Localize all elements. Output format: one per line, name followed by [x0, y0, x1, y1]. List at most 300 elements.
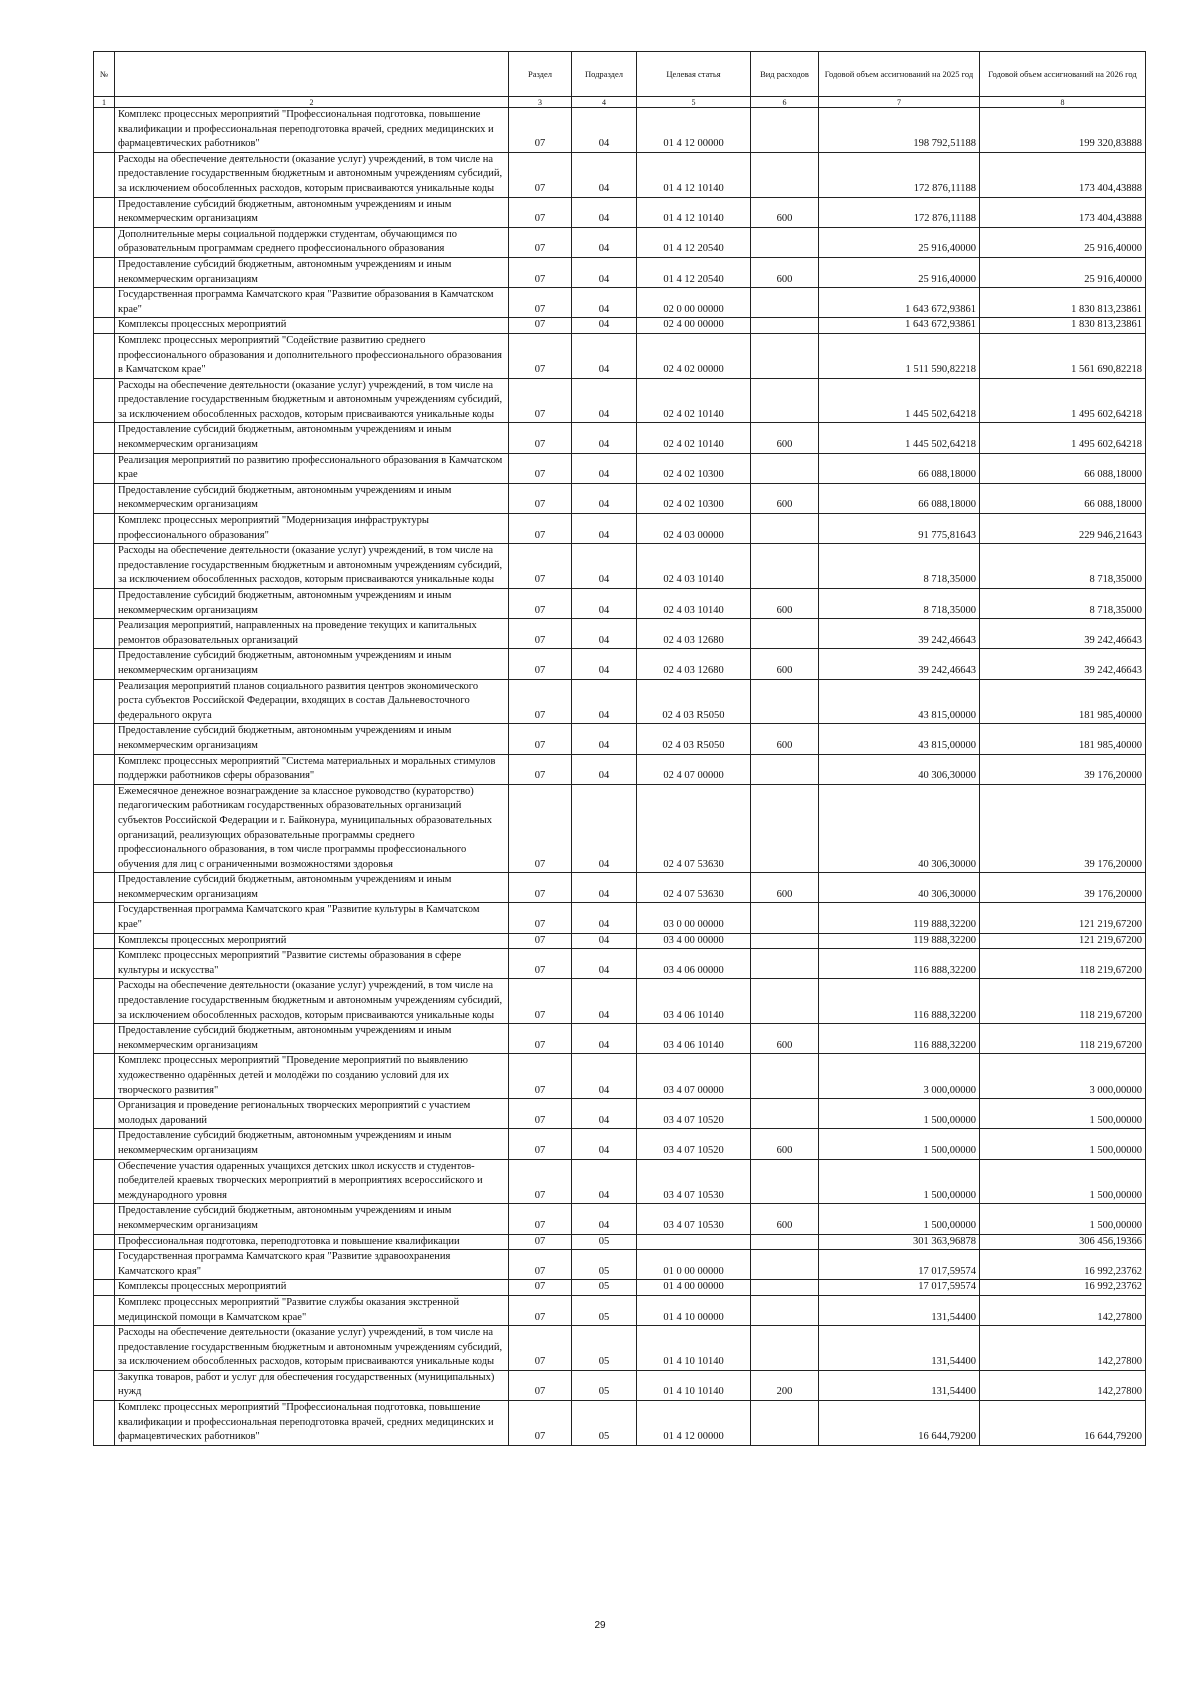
target-code: 03 4 06 10140	[637, 979, 751, 1024]
amount-2025: 40 306,30000	[819, 754, 980, 784]
amount-2026: 16 992,23762	[980, 1250, 1146, 1280]
amount-2025: 131,54400	[819, 1295, 980, 1325]
amount-2026: 66 088,18000	[980, 453, 1146, 483]
amount-2026: 16 992,23762	[980, 1280, 1146, 1296]
target-code: 02 4 02 10140	[637, 423, 751, 453]
item-name: Комплексы процессных мероприятий	[115, 1280, 509, 1296]
subsection-code: 04	[572, 108, 637, 153]
amount-2026: 39 176,20000	[980, 754, 1146, 784]
amount-2025: 131,54400	[819, 1326, 980, 1371]
section-code: 07	[509, 152, 572, 197]
table-row	[94, 227, 1146, 257]
subsection-code: 04	[572, 873, 637, 903]
amount-2026: 1 561 690,82218	[980, 333, 1146, 378]
expense-type-code: 600	[751, 724, 819, 754]
expense-type-code	[751, 288, 819, 318]
table-row	[94, 619, 1146, 649]
table-row	[94, 544, 1146, 589]
row-index	[94, 108, 115, 153]
amount-2026: 142,27800	[980, 1370, 1146, 1400]
budget-body	[94, 108, 1146, 1446]
expense-type-code	[751, 1326, 819, 1371]
expense-type-code	[751, 108, 819, 153]
table-row	[94, 378, 1146, 423]
item-name: Предоставление субсидий бюджетным, автономным учреждениям и иным некоммерческим организациям	[115, 589, 509, 619]
expense-type-code	[751, 949, 819, 979]
expense-type-code	[751, 1295, 819, 1325]
amount-2026: 25 916,40000	[980, 257, 1146, 287]
row-index	[94, 1054, 115, 1099]
subsection-code: 04	[572, 933, 637, 949]
row-index	[94, 724, 115, 754]
subsection-code: 04	[572, 1129, 637, 1159]
section-code: 07	[509, 1159, 572, 1204]
item-name: Комплексы процессных мероприятий	[115, 318, 509, 334]
item-name: Обеспечение участия одаренных учащихся детских школ искусств и студентов-победителей краевых творческих мероприятий в мероприятиях всероссийского и международного уровня	[115, 1159, 509, 1204]
target-code: 01 4 10 10140	[637, 1370, 751, 1400]
target-code: 01 4 12 20540	[637, 257, 751, 287]
section-code: 07	[509, 453, 572, 483]
column-number: 1	[94, 97, 115, 108]
row-index	[94, 754, 115, 784]
target-code: 02 4 02 10140	[637, 378, 751, 423]
table-row	[94, 1159, 1146, 1204]
target-code: 01 4 12 00000	[637, 1401, 751, 1446]
item-name: Расходы на обеспечение деятельности (оказание услуг) учреждений, в том числе на предоставление государственным бюджетным и автономным учреждениям субсидий, за исключением обособленных расходов, которым присваиваются уникальные коды	[115, 1326, 509, 1371]
table-row	[94, 679, 1146, 724]
target-code	[637, 1234, 751, 1250]
header-year-2026: Годовой объем ассигнований на 2026 год	[980, 52, 1146, 97]
subsection-code: 05	[572, 1401, 637, 1446]
table-row	[94, 1370, 1146, 1400]
target-code: 03 0 00 00000	[637, 903, 751, 933]
target-code: 02 4 03 12680	[637, 649, 751, 679]
expense-type-code	[751, 754, 819, 784]
amount-2026: 16 644,79200	[980, 1401, 1146, 1446]
row-index	[94, 197, 115, 227]
section-code: 07	[509, 873, 572, 903]
target-code: 03 4 00 00000	[637, 933, 751, 949]
item-name: Комплекс процессных мероприятий "Профессиональная подготовка, повышение квалификации и профессиональная переподготовка врачей, средних медицинских и фармацевтических работников"	[115, 108, 509, 153]
table-row	[94, 589, 1146, 619]
section-code: 07	[509, 197, 572, 227]
row-index	[94, 649, 115, 679]
amount-2026: 3 000,00000	[980, 1054, 1146, 1099]
table-row	[94, 873, 1146, 903]
amount-2026: 118 219,67200	[980, 979, 1146, 1024]
section-code: 07	[509, 1099, 572, 1129]
item-name: Организация и проведение региональных творческих мероприятий с участием молодых дарований	[115, 1099, 509, 1129]
subsection-code: 04	[572, 619, 637, 649]
amount-2025: 1 500,00000	[819, 1159, 980, 1204]
column-number: 7	[819, 97, 980, 108]
expense-type-code: 600	[751, 257, 819, 287]
section-code: 07	[509, 227, 572, 257]
subsection-code: 04	[572, 589, 637, 619]
subsection-code: 05	[572, 1326, 637, 1371]
budget-sheet	[93, 51, 1145, 1446]
subsection-code: 04	[572, 333, 637, 378]
amount-2025: 91 775,81643	[819, 514, 980, 544]
item-name: Комплекс процессных мероприятий "Модернизация инфраструктуры профессионального образования"	[115, 514, 509, 544]
amount-2025: 116 888,32200	[819, 1024, 980, 1054]
amount-2026: 173 404,43888	[980, 197, 1146, 227]
section-code: 07	[509, 423, 572, 453]
subsection-code: 05	[572, 1250, 637, 1280]
amount-2025: 119 888,32200	[819, 903, 980, 933]
subsection-code: 05	[572, 1280, 637, 1296]
target-code: 01 4 00 00000	[637, 1280, 751, 1296]
row-index	[94, 1401, 115, 1446]
budget-table	[93, 51, 1146, 1446]
expense-type-code: 600	[751, 483, 819, 513]
item-name: Комплекс процессных мероприятий "Проведение мероприятий по выявлению художественно одарённых детей и молодёжи по созданию условий для их творческого развития"	[115, 1054, 509, 1099]
row-index	[94, 423, 115, 453]
row-index	[94, 1280, 115, 1296]
target-code: 02 4 03 10140	[637, 589, 751, 619]
column-number: 2	[115, 97, 509, 108]
subsection-code: 04	[572, 649, 637, 679]
amount-2026: 66 088,18000	[980, 483, 1146, 513]
target-code: 02 4 02 10300	[637, 483, 751, 513]
amount-2026: 199 320,83888	[980, 108, 1146, 153]
amount-2025: 198 792,51188	[819, 108, 980, 153]
row-index	[94, 483, 115, 513]
amount-2026: 142,27800	[980, 1295, 1146, 1325]
item-name: Предоставление субсидий бюджетным, автономным учреждениям и иным некоммерческим организациям	[115, 1024, 509, 1054]
section-code: 07	[509, 754, 572, 784]
section-code: 07	[509, 108, 572, 153]
expense-type-code	[751, 784, 819, 873]
table-row	[94, 724, 1146, 754]
amount-2026: 1 500,00000	[980, 1129, 1146, 1159]
subsection-code: 04	[572, 1204, 637, 1234]
amount-2025: 17 017,59574	[819, 1280, 980, 1296]
target-code: 01 4 12 00000	[637, 108, 751, 153]
amount-2026: 142,27800	[980, 1326, 1146, 1371]
section-code: 07	[509, 378, 572, 423]
amount-2025: 1 511 590,82218	[819, 333, 980, 378]
amount-2025: 131,54400	[819, 1370, 980, 1400]
item-name: Расходы на обеспечение деятельности (оказание услуг) учреждений, в том числе на предоставление государственным бюджетным и автономным учреждениям субсидий, за исключением обособленных расходов, которым присваиваются уникальные коды	[115, 378, 509, 423]
amount-2025: 1 500,00000	[819, 1204, 980, 1234]
target-code: 02 4 03 12680	[637, 619, 751, 649]
row-index	[94, 589, 115, 619]
item-name: Реализация мероприятий планов социального развития центров экономического роста субъектов Российской Федерации, входящих в состав Дальневосточного федерального округа	[115, 679, 509, 724]
section-code: 07	[509, 724, 572, 754]
table-row	[94, 288, 1146, 318]
section-code: 07	[509, 903, 572, 933]
row-index	[94, 619, 115, 649]
item-name: Предоставление субсидий бюджетным, автономным учреждениям и иным некоммерческим организациям	[115, 873, 509, 903]
amount-2026: 118 219,67200	[980, 1024, 1146, 1054]
expense-type-code: 600	[751, 649, 819, 679]
expense-type-code	[751, 933, 819, 949]
target-code: 01 4 12 10140	[637, 197, 751, 227]
amount-2026: 118 219,67200	[980, 949, 1146, 979]
row-index	[94, 257, 115, 287]
row-index	[94, 1295, 115, 1325]
amount-2025: 301 363,96878	[819, 1234, 980, 1250]
subsection-code: 04	[572, 514, 637, 544]
amount-2026: 181 985,40000	[980, 679, 1146, 724]
section-code: 07	[509, 1370, 572, 1400]
row-index	[94, 784, 115, 873]
section-code: 07	[509, 318, 572, 334]
table-row	[94, 1054, 1146, 1099]
subsection-code: 04	[572, 724, 637, 754]
page-number: 29	[594, 1620, 606, 1631]
expense-type-code	[751, 1099, 819, 1129]
expense-type-code: 600	[751, 423, 819, 453]
subsection-code: 04	[572, 483, 637, 513]
row-index	[94, 1024, 115, 1054]
amount-2025: 172 876,11188	[819, 152, 980, 197]
table-row	[94, 197, 1146, 227]
target-code: 03 4 07 10530	[637, 1159, 751, 1204]
row-index	[94, 1099, 115, 1129]
amount-2025: 40 306,30000	[819, 873, 980, 903]
item-name: Комплексы процессных мероприятий	[115, 933, 509, 949]
target-code: 01 4 12 10140	[637, 152, 751, 197]
row-index	[94, 378, 115, 423]
subsection-code: 05	[572, 1295, 637, 1325]
subsection-code: 04	[572, 903, 637, 933]
target-code: 02 4 07 53630	[637, 873, 751, 903]
item-name: Ежемесячное денежное вознаграждение за классное руководство (кураторство) педагогическим работникам государственных образовательных организаций субъектов Российской Федерации и г. Байконура, муниципальных образовательных организаций, реализующих образовательные программы среднего профессионального образования, в том числе программы профессионального обучения для лиц с ограниченными возможностями здоровья	[115, 784, 509, 873]
item-name: Предоставление субсидий бюджетным, автономным учреждениям и иным некоммерческим организациям	[115, 724, 509, 754]
subsection-code: 05	[572, 1234, 637, 1250]
subsection-code: 04	[572, 197, 637, 227]
target-code: 03 4 06 10140	[637, 1024, 751, 1054]
row-index	[94, 514, 115, 544]
section-code: 07	[509, 679, 572, 724]
column-number-row	[94, 97, 1146, 108]
section-code: 07	[509, 784, 572, 873]
amount-2026: 1 500,00000	[980, 1159, 1146, 1204]
row-index	[94, 227, 115, 257]
subsection-code: 04	[572, 979, 637, 1024]
subsection-code: 04	[572, 784, 637, 873]
amount-2026: 8 718,35000	[980, 544, 1146, 589]
section-code: 07	[509, 1204, 572, 1234]
amount-2025: 1 500,00000	[819, 1099, 980, 1129]
expense-type-code	[751, 619, 819, 649]
item-name: Предоставление субсидий бюджетным, автономным учреждениям и иным некоммерческим организациям	[115, 483, 509, 513]
target-code: 02 0 00 00000	[637, 288, 751, 318]
table-row	[94, 754, 1146, 784]
item-name: Предоставление субсидий бюджетным, автономным учреждениям и иным некоммерческим организациям	[115, 1129, 509, 1159]
subsection-code: 04	[572, 679, 637, 724]
header-target: Целевая статья	[637, 52, 751, 97]
expense-type-code: 600	[751, 1129, 819, 1159]
row-index	[94, 679, 115, 724]
section-code: 07	[509, 1234, 572, 1250]
item-name: Предоставление субсидий бюджетным, автономным учреждениям и иным некоммерческим организациям	[115, 197, 509, 227]
subsection-code: 04	[572, 1024, 637, 1054]
target-code: 03 4 07 00000	[637, 1054, 751, 1099]
row-index	[94, 1326, 115, 1371]
item-name: Реализация мероприятий, направленных на проведение текущих и капитальных ремонтов образовательных организаций	[115, 619, 509, 649]
amount-2025: 8 718,35000	[819, 544, 980, 589]
table-row	[94, 108, 1146, 153]
row-index	[94, 1234, 115, 1250]
expense-type-code: 600	[751, 589, 819, 619]
amount-2026: 1 830 813,23861	[980, 318, 1146, 334]
table-row	[94, 1401, 1146, 1446]
target-code: 02 4 07 53630	[637, 784, 751, 873]
subsection-code: 04	[572, 257, 637, 287]
item-name: Расходы на обеспечение деятельности (оказание услуг) учреждений, в том числе на предоставление государственным бюджетным и автономным учреждениям субсидий, за исключением обособленных расходов, которым присваиваются уникальные коды	[115, 544, 509, 589]
expense-type-code: 600	[751, 197, 819, 227]
expense-type-code	[751, 227, 819, 257]
item-name: Профессиональная подготовка, переподготовка и повышение квалификации	[115, 1234, 509, 1250]
target-code: 03 4 06 00000	[637, 949, 751, 979]
item-name: Расходы на обеспечение деятельности (оказание услуг) учреждений, в том числе на предоставление государственным бюджетным и автономным учреждениям субсидий, за исключением обособленных расходов, которым присваиваются уникальные коды	[115, 979, 509, 1024]
item-name: Предоставление субсидий бюджетным, автономным учреждениям и иным некоммерческим организациям	[115, 649, 509, 679]
item-name: Комплекс процессных мероприятий "Профессиональная подготовка, повышение квалификации и профессиональная переподготовка врачей, средних медицинских и фармацевтических работников"	[115, 1401, 509, 1446]
target-code: 02 4 03 R5050	[637, 724, 751, 754]
section-code: 07	[509, 1401, 572, 1446]
table-row	[94, 784, 1146, 873]
amount-2026: 25 916,40000	[980, 227, 1146, 257]
header-year-2025: Годовой объем ассигнований на 2025 год	[819, 52, 980, 97]
table-row	[94, 1280, 1146, 1296]
table-row	[94, 257, 1146, 287]
subsection-code: 04	[572, 152, 637, 197]
target-code: 02 4 02 00000	[637, 333, 751, 378]
column-number: 3	[509, 97, 572, 108]
item-name: Предоставление субсидий бюджетным, автономным учреждениям и иным некоммерческим организациям	[115, 1204, 509, 1234]
item-name: Предоставление субсидий бюджетным, автономным учреждениям и иным некоммерческим организациям	[115, 423, 509, 453]
amount-2025: 43 815,00000	[819, 724, 980, 754]
item-name: Государственная программа Камчатского края "Развитие образования в Камчатском крае"	[115, 288, 509, 318]
expense-type-code: 600	[751, 1204, 819, 1234]
row-index	[94, 1250, 115, 1280]
subsection-code: 04	[572, 318, 637, 334]
section-code: 07	[509, 933, 572, 949]
expense-type-code	[751, 333, 819, 378]
amount-2025: 66 088,18000	[819, 483, 980, 513]
section-code: 07	[509, 1326, 572, 1371]
expense-type-code: 600	[751, 873, 819, 903]
row-index	[94, 333, 115, 378]
section-code: 07	[509, 1129, 572, 1159]
amount-2026: 1 495 602,64218	[980, 378, 1146, 423]
subsection-code: 04	[572, 378, 637, 423]
row-index	[94, 453, 115, 483]
expense-type-code	[751, 453, 819, 483]
amount-2026: 1 830 813,23861	[980, 288, 1146, 318]
table-row	[94, 1326, 1146, 1371]
amount-2025: 40 306,30000	[819, 784, 980, 873]
subsection-code: 04	[572, 227, 637, 257]
row-index	[94, 903, 115, 933]
target-code: 01 4 10 10140	[637, 1326, 751, 1371]
amount-2026: 229 946,21643	[980, 514, 1146, 544]
expense-type-code	[751, 1401, 819, 1446]
amount-2026: 39 242,46643	[980, 619, 1146, 649]
expense-type-code	[751, 152, 819, 197]
amount-2026: 1 500,00000	[980, 1099, 1146, 1129]
section-code: 07	[509, 288, 572, 318]
column-number: 4	[572, 97, 637, 108]
target-code: 03 4 07 10520	[637, 1129, 751, 1159]
section-code: 07	[509, 1295, 572, 1325]
target-code: 01 4 10 00000	[637, 1295, 751, 1325]
column-number: 6	[751, 97, 819, 108]
amount-2026: 173 404,43888	[980, 152, 1146, 197]
row-index	[94, 949, 115, 979]
expense-type-code	[751, 514, 819, 544]
subsection-code: 04	[572, 453, 637, 483]
section-code: 07	[509, 257, 572, 287]
header-expense-type: Вид расходов	[751, 52, 819, 97]
table-row	[94, 483, 1146, 513]
amount-2025: 1 445 502,64218	[819, 423, 980, 453]
expense-type-code: 600	[751, 1024, 819, 1054]
header-subsection: Подраздел	[572, 52, 637, 97]
section-code: 07	[509, 514, 572, 544]
section-code: 07	[509, 619, 572, 649]
subsection-code: 05	[572, 1370, 637, 1400]
expense-type-code	[751, 679, 819, 724]
row-index	[94, 318, 115, 334]
amount-2025: 25 916,40000	[819, 227, 980, 257]
table-row	[94, 949, 1146, 979]
amount-2025: 1 500,00000	[819, 1129, 980, 1159]
subsection-code: 04	[572, 544, 637, 589]
amount-2026: 39 176,20000	[980, 784, 1146, 873]
section-code: 07	[509, 979, 572, 1024]
expense-type-code	[751, 544, 819, 589]
row-index	[94, 873, 115, 903]
amount-2025: 116 888,32200	[819, 949, 980, 979]
amount-2026: 1 495 602,64218	[980, 423, 1146, 453]
subsection-code: 04	[572, 288, 637, 318]
expense-type-code	[751, 318, 819, 334]
expense-type-code	[751, 979, 819, 1024]
amount-2026: 121 219,67200	[980, 933, 1146, 949]
amount-2025: 116 888,32200	[819, 979, 980, 1024]
amount-2025: 3 000,00000	[819, 1054, 980, 1099]
expense-type-code	[751, 1280, 819, 1296]
item-name: Закупка товаров, работ и услуг для обеспечения государственных (муниципальных) нужд	[115, 1370, 509, 1400]
section-code: 07	[509, 483, 572, 513]
item-name: Реализация мероприятий по развитию профессионального образования в Камчатском крае	[115, 453, 509, 483]
table-row	[94, 152, 1146, 197]
subsection-code: 04	[572, 1099, 637, 1129]
item-name: Комплекс процессных мероприятий "Развитие системы образования в сфере культуры и искусства"	[115, 949, 509, 979]
item-name: Государственная программа Камчатского края "Развитие здравоохранения Камчатского края"	[115, 1250, 509, 1280]
row-index	[94, 979, 115, 1024]
header-name	[115, 52, 509, 97]
amount-2026: 39 176,20000	[980, 873, 1146, 903]
table-row	[94, 903, 1146, 933]
row-index	[94, 544, 115, 589]
amount-2025: 1 445 502,64218	[819, 378, 980, 423]
amount-2025: 17 017,59574	[819, 1250, 980, 1280]
section-code: 07	[509, 1280, 572, 1296]
amount-2026: 121 219,67200	[980, 903, 1146, 933]
target-code: 01 4 12 20540	[637, 227, 751, 257]
expense-type-code	[751, 1234, 819, 1250]
amount-2025: 1 643 672,93861	[819, 288, 980, 318]
amount-2025: 172 876,11188	[819, 197, 980, 227]
row-index	[94, 1159, 115, 1204]
header-row	[94, 52, 1146, 97]
subsection-code: 04	[572, 1054, 637, 1099]
